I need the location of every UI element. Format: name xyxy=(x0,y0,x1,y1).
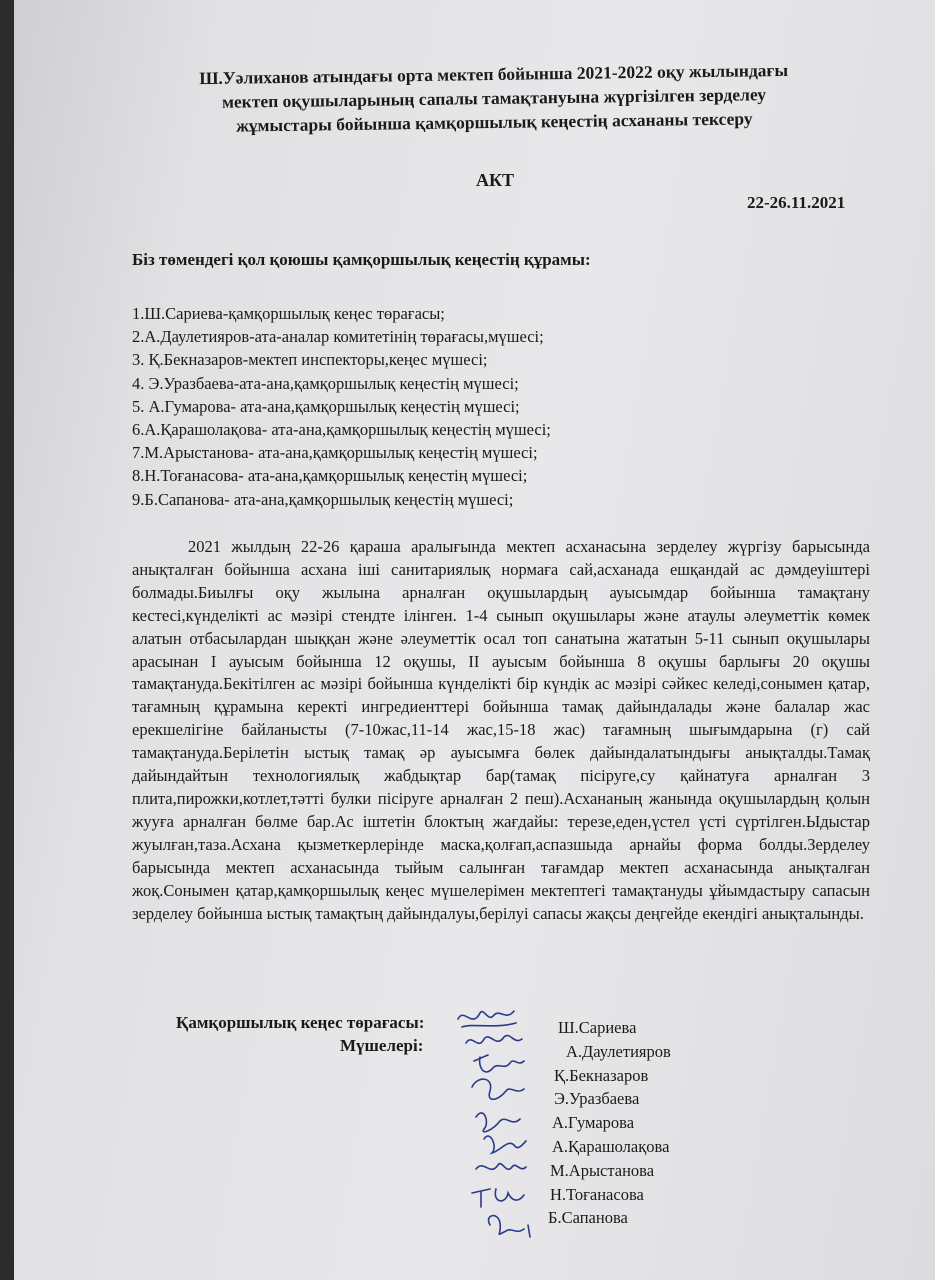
signature-urazbayeva xyxy=(472,1079,524,1099)
signature-name: Э.Уразбаева xyxy=(554,1089,640,1109)
document-page xyxy=(14,0,935,1280)
signature-name: А.Қарашолақова xyxy=(552,1136,670,1156)
chair-signature-label: Қамқоршылық кеңес төрағасы: xyxy=(176,1013,425,1032)
member-list xyxy=(132,302,692,511)
signature-arystanova xyxy=(476,1164,526,1170)
document-type-heading: АКТ xyxy=(476,170,515,190)
members-signature-label: Мүшелері: xyxy=(340,1036,424,1055)
member-item: 1.Ш.Сариева-қамқоршылық кеңес төрағасы; xyxy=(132,304,445,323)
member-item: 3. Қ.Бекназаров-мектеп инспекторы,кеңес мүшесі; xyxy=(132,350,488,370)
member-item: 6.А.Қарашолақова- ата-ана,қамқоршылық кеңестің мүшесі; xyxy=(132,420,551,440)
signature-beknazarov xyxy=(474,1055,524,1072)
signature-dauletiyarov xyxy=(466,1035,522,1043)
signature-sariyeva xyxy=(458,1011,516,1027)
member-item: 2.А.Даулетияров-ата-аналар комитетінің төрағасы,мүшесі; xyxy=(132,327,544,347)
document-date: 22-26.11.2021 xyxy=(747,193,846,212)
document-title: Ш.Уәлиханов атындағы орта мектеп бойынша 2021-2022 оқу жылындағы мектеп оқушыларының сапалы тамақтануына жүргізілген зерделеу жұмыстары бойынша қамқоршылық кеңестің асхананы тексеру xyxy=(199,59,789,136)
signature-name: Б.Сапанова xyxy=(548,1208,628,1228)
signature-name: А.Даулетияров xyxy=(566,1041,671,1061)
member-item: 7.М.Арыстанова- ата-ана,қамқоршылық кеңестің мүшесі; xyxy=(132,443,538,463)
signature-sapanova xyxy=(489,1216,530,1237)
member-item: 4. Э.Уразбаева-ата-ана,қамқоршылық кеңестің мүшесі; xyxy=(132,373,519,393)
signature-karasholakova xyxy=(484,1136,526,1153)
intro-heading: Біз төмендегі қол қоюшы қамқоршылық кеңестің құрамы: xyxy=(132,250,591,269)
member-item: 8.Н.Тоғанасова- ата-ана,қамқоршылық кеңестің мүшесі; xyxy=(132,466,528,486)
body-paragraph: 2021 жылдың 22-26 қараша аралығында мектеп асханасына зерделеу жүргізу барысында анықталған бойынша асхана іші санитариялық нормаға сай,асханада ешқандай ас дәмдеуіштері болмады.Биылғы оқу жылына арналған оқушылардың ауысымдар бойынша тамақтану кестесі,күнделікті ас мәзірі стендте ілінген. 1-4 сынып оқушылары және атаулы әлеуметтік көмек алатын отбасылардан шыққан және әлеуметтік осал топ санатына жататын 5-11 сынып оқушылары арасынан І ауысым бойынша 12 оқушы, ІІ ауысым бойынша 8 оқушы барлығы 20 оқушы тамақтануда.Бекітілген ас мәзірі бойынша күнделікті бір күндік ас мәзірі сәйкес келеді,сонымен қатар, тағамның құрамына керекті ингредиенттері бойынша тамақ дайындалады және балалар жас ерекшелігіне байланысты (7-10жас,11-14 жас,15-18 жас) тағамның шығымдарына (г) сай тамақтануда.Берілетін ыстық тамақ әр ауысымға бөлек дайындалатындығы анықталды.Тамақ дайындайтын технологиялық жабдықтар бар(тамақ пісіруге,су қайнатуға арналған 3 плита,пирожки,котлет,тәтті булки пісіруге арналған 2 пеш).Асхананың жанында оқушылардың қолын жууға арналған бөлме бар.Ас іштетін блоктың жағдайы: терезе,еден,үстел үсті сүртілген.Ыдыстар жуылған,таза.Асхана қызметкерлерінде маска,қолғап,аспазшыда арнайы форма болды.Зерделеу барысында мектеп асханасында тыйым салынған тағамдар мектеп асханасында анықталған жоқ.Сонымен қатар,қамқоршылық кеңес мүшелерімен мектептегі тамақтануды ұйымдастыру сапасын зерделеу бойынша ыстық тамақтың дайындалуы,берілуі сапасы жақсы деңгейде екендігі анықталынды. xyxy=(132,537,870,923)
member-item: 5. А.Гумарова- ата-ана,қамқоршылық кеңестің мүшесі; xyxy=(132,396,520,416)
signature-name: Қ.Бекназаров xyxy=(554,1065,649,1085)
signature-name: Н.Тоғанасова xyxy=(550,1184,644,1204)
signature-gumarova xyxy=(476,1113,520,1132)
signature-name: М.Арыстанова xyxy=(550,1160,655,1180)
signature-name: Ш.Сариева xyxy=(558,1018,637,1037)
member-item: 9.Б.Сапанова- ата-ана,қамқоршылық кеңестің мүшесі; xyxy=(132,489,514,509)
signature-name-list xyxy=(544,1016,671,1230)
signature-toganasova xyxy=(472,1189,524,1207)
signature-name: А.Гумарова xyxy=(552,1113,635,1133)
